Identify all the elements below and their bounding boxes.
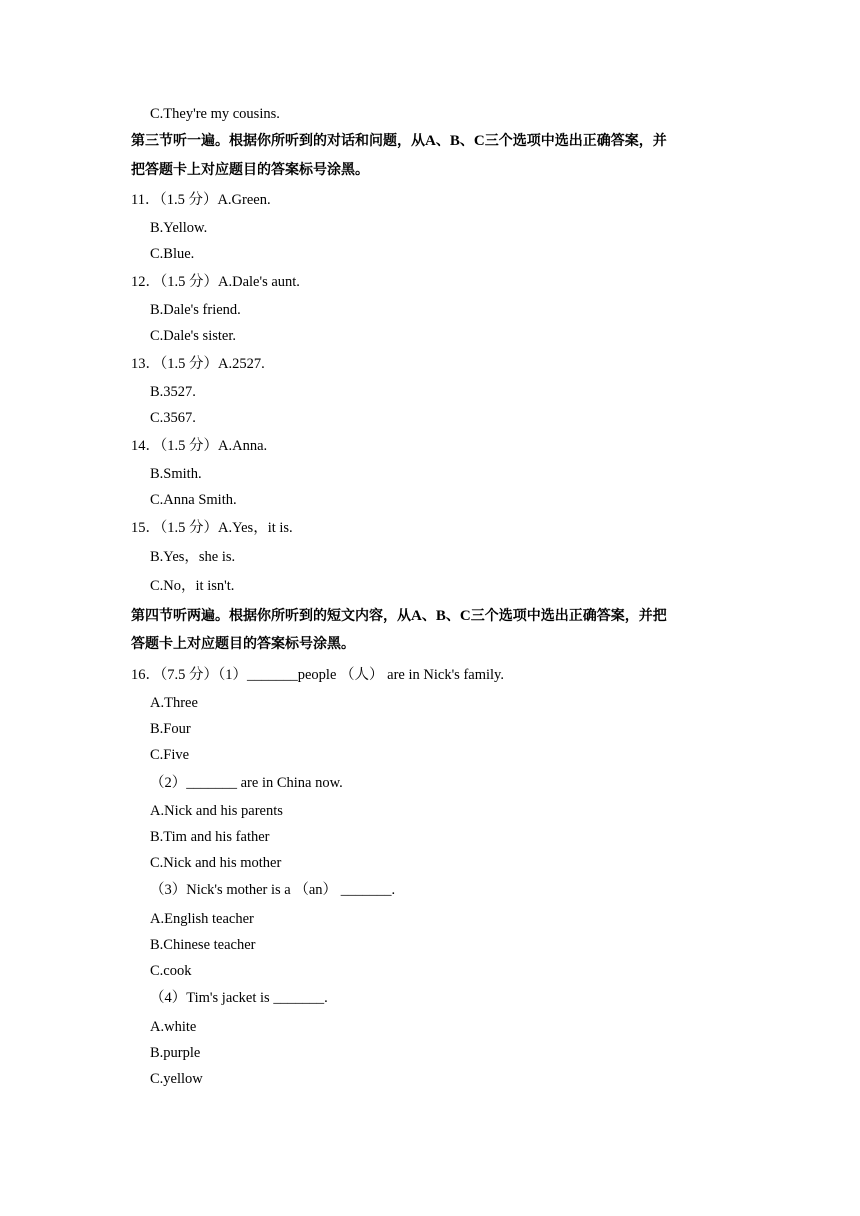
- question-16-2-option-c: C.Nick and his mother: [150, 855, 282, 871]
- section-3-instruction-line-1: 第三节听一遍。根据你所听到的对话和问题，从A、B、C三个选项中选出正确答案，并: [131, 133, 667, 149]
- question-16-3-option-a: A.English teacher: [150, 911, 254, 927]
- question-16-2-option-a: A.Nick and his parents: [150, 803, 283, 819]
- question-13-option-b: B.3527.: [150, 384, 196, 400]
- question-12-option-b: B.Dale's friend.: [150, 302, 241, 318]
- question-12-option-c: C.Dale's sister.: [150, 328, 236, 344]
- answer-blank: _______: [186, 775, 237, 791]
- question-12: 12．（1.5 分）A.Dale's aunt.: [131, 274, 300, 290]
- question-16-3: （3）Nick's mother is a （an） _______.: [150, 882, 396, 898]
- question-16-4-option-b: B.purple: [150, 1045, 201, 1061]
- question-14: 14．（1.5 分）A.Anna.: [131, 438, 268, 454]
- question-16-1-option-b: B.Four: [150, 721, 191, 737]
- question-16-4: （4）Tim's jacket is _______.: [150, 990, 328, 1006]
- question-13-option-c: C.3567.: [150, 410, 196, 426]
- question-16-3-option-c: C.cook: [150, 963, 192, 979]
- question-11: 11．（1.5 分）A.Green.: [131, 192, 271, 208]
- answer-blank: _______: [340, 882, 392, 898]
- question-16-4-option-c: C.yellow: [150, 1071, 203, 1087]
- section-3-instruction-line-2: 把答题卡上对应题目的答案标号涂黑。: [131, 162, 369, 178]
- question-11-option-c: C.Blue.: [150, 246, 195, 262]
- question-16-4-option-a: A.white: [150, 1019, 197, 1035]
- section-4-instruction-line-1: 第四节听两遍。根据你所听到的短文内容，从A、B、C三个选项中选出正确答案，并把: [131, 608, 667, 624]
- question-11-option-b: B.Yellow.: [150, 220, 208, 236]
- question-13: 13．（1.5 分）A.2527.: [131, 356, 265, 372]
- question-14-option-b: B.Smith.: [150, 466, 202, 482]
- previous-option-c: C.They're my cousins.: [150, 106, 280, 122]
- question-16: 16．（7.5 分）（1）_______people （人） are in Nick's family.: [131, 667, 504, 683]
- question-16-3-option-b: B.Chinese teacher: [150, 937, 256, 953]
- question-15-option-c: C.No，it isn't.: [150, 578, 235, 594]
- question-16-1-option-c: C.Five: [150, 747, 190, 763]
- answer-blank: _______: [273, 990, 325, 1006]
- question-16-2: （2）_______ are in China now.: [150, 775, 343, 791]
- question-15: 15．（1.5 分）A.Yes，it is.: [131, 520, 293, 536]
- answer-blank: _______: [247, 667, 298, 683]
- question-15-option-b: B.Yes，she is.: [150, 549, 236, 565]
- question-16-1-option-a: A.Three: [150, 695, 198, 711]
- section-4-instruction-line-2: 答题卡上对应题目的答案标号涂黑。: [131, 636, 355, 652]
- question-16-2-option-b: B.Tim and his father: [150, 829, 270, 845]
- question-14-option-c: C.Anna Smith.: [150, 492, 237, 508]
